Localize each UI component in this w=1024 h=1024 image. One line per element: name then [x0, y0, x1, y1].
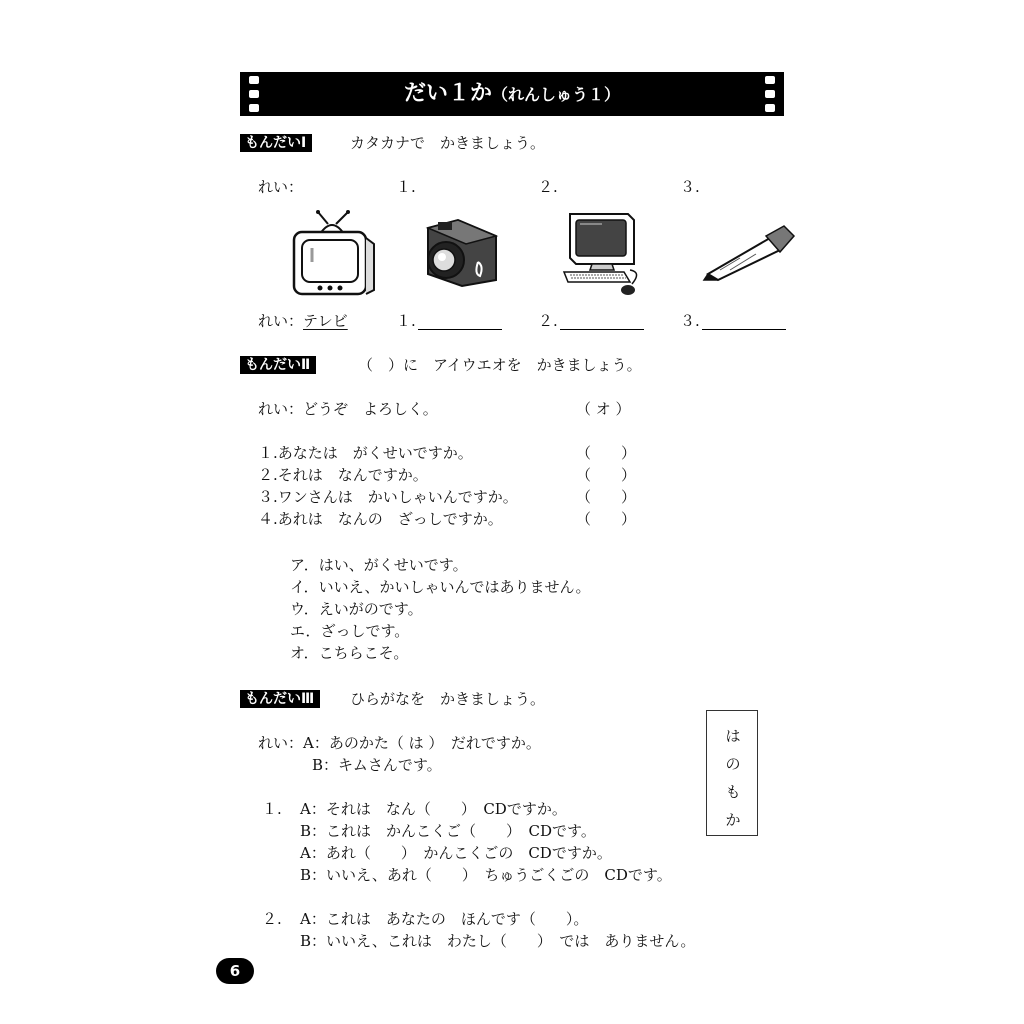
q2-answer-4[interactable]: （ ） — [576, 510, 637, 528]
title-sub: （れんしゅう１） — [492, 85, 621, 104]
q2-example-text: れい：どうぞ よろしく。 — [258, 400, 438, 418]
q2-choice-i: イ．いいえ、かいしゃいんではありません。 — [290, 578, 591, 596]
q3-group-2-number: ２. — [262, 910, 282, 928]
section-1-instruction: カタカナで かきましょう。 — [350, 134, 546, 152]
hint-box — [706, 710, 758, 836]
q3-group-1-line-4: B：いいえ、あれ（ ） ちゅうごくごの CDです。 — [300, 866, 672, 884]
section-1-label: もんだいⅠ — [240, 134, 312, 152]
title-banner — [240, 72, 784, 116]
answer-number-1: １. — [396, 312, 416, 330]
q2-item-3: ３.ワンさんは かいしゃいんですか。 — [258, 488, 518, 506]
hint-char-4: か — [725, 811, 741, 829]
q2-answer-2[interactable]: （ ） — [576, 466, 637, 484]
title-main: だい１か — [403, 81, 492, 106]
hint-char-2: の — [725, 755, 741, 773]
q3-group-1-number: １. — [262, 800, 282, 818]
q2-choice-e: エ．ざっしです。 — [290, 622, 410, 640]
q2-choice-a: ア．はい、がくせいです。 — [290, 556, 468, 574]
page-title — [240, 72, 784, 116]
section-3-label: もんだいⅢ — [240, 690, 320, 708]
hint-char-1: は — [725, 727, 741, 745]
section-2-instruction: （ ）に アイウエオを かきましょう。 — [358, 356, 642, 374]
q3-group-2-line-1: A：これは あなたの ほんです（ ）。 — [300, 910, 589, 928]
answer-number-3: ３. — [680, 312, 700, 330]
camera-icon — [422, 214, 502, 288]
computer-icon — [562, 210, 652, 298]
q3-example-a: れい：A：あのかた（ は ） だれですか。 — [258, 734, 541, 752]
answer-blank-2[interactable] — [538, 312, 644, 330]
pen-icon — [700, 222, 796, 282]
section-2-label: もんだいⅡ — [240, 356, 316, 374]
q3-group-1-line-2: B：これは かんこくご（ ） CDです。 — [300, 822, 596, 840]
q2-item-2: ２.それは なんですか。 — [258, 466, 428, 484]
example-label: れい： — [258, 178, 304, 196]
q2-choice-u: ウ．えいがのです。 — [290, 600, 423, 618]
answer-blank-1[interactable] — [396, 312, 502, 330]
item-number-2: ２. — [538, 178, 558, 196]
hint-char-3: も — [725, 783, 741, 801]
q3-example-b: B：キムさんです。 — [312, 756, 442, 774]
answer-line-1[interactable] — [418, 313, 502, 330]
answer-blank-3[interactable] — [680, 312, 786, 330]
example-answer-prefix: れい： — [258, 312, 304, 330]
q3-group-1-line-3: A：あれ（ ） かんこくごの CDですか。 — [300, 844, 612, 862]
q2-answer-3[interactable]: （ ） — [576, 488, 637, 506]
television-icon — [290, 208, 380, 300]
example-answer-word: テレビ — [303, 312, 348, 330]
q3-group-1-line-1: A：それは なん（ ） CDですか。 — [300, 800, 567, 818]
q2-item-1: １.あなたは がくせいですか。 — [258, 444, 473, 462]
item-number-3: ３. — [680, 178, 700, 196]
answer-line-2[interactable] — [560, 313, 644, 330]
q2-choice-o: オ．こちらこそ。 — [290, 644, 409, 662]
answer-number-2: ２. — [538, 312, 558, 330]
q3-group-2-line-2: B：いいえ、これは わたし（ ） では ありません。 — [300, 932, 696, 950]
q2-answer-1[interactable]: （ ） — [576, 444, 637, 462]
page-number: 6 — [216, 958, 254, 984]
q2-item-4: ４.あれは なんの ざっしですか。 — [258, 510, 503, 528]
section-3-instruction: ひらがなを かきましょう。 — [350, 690, 546, 708]
item-number-1: １. — [396, 178, 416, 196]
q2-example-paren: （ オ ） — [576, 400, 631, 418]
example-answer — [258, 312, 348, 330]
answer-line-3[interactable] — [702, 313, 786, 330]
